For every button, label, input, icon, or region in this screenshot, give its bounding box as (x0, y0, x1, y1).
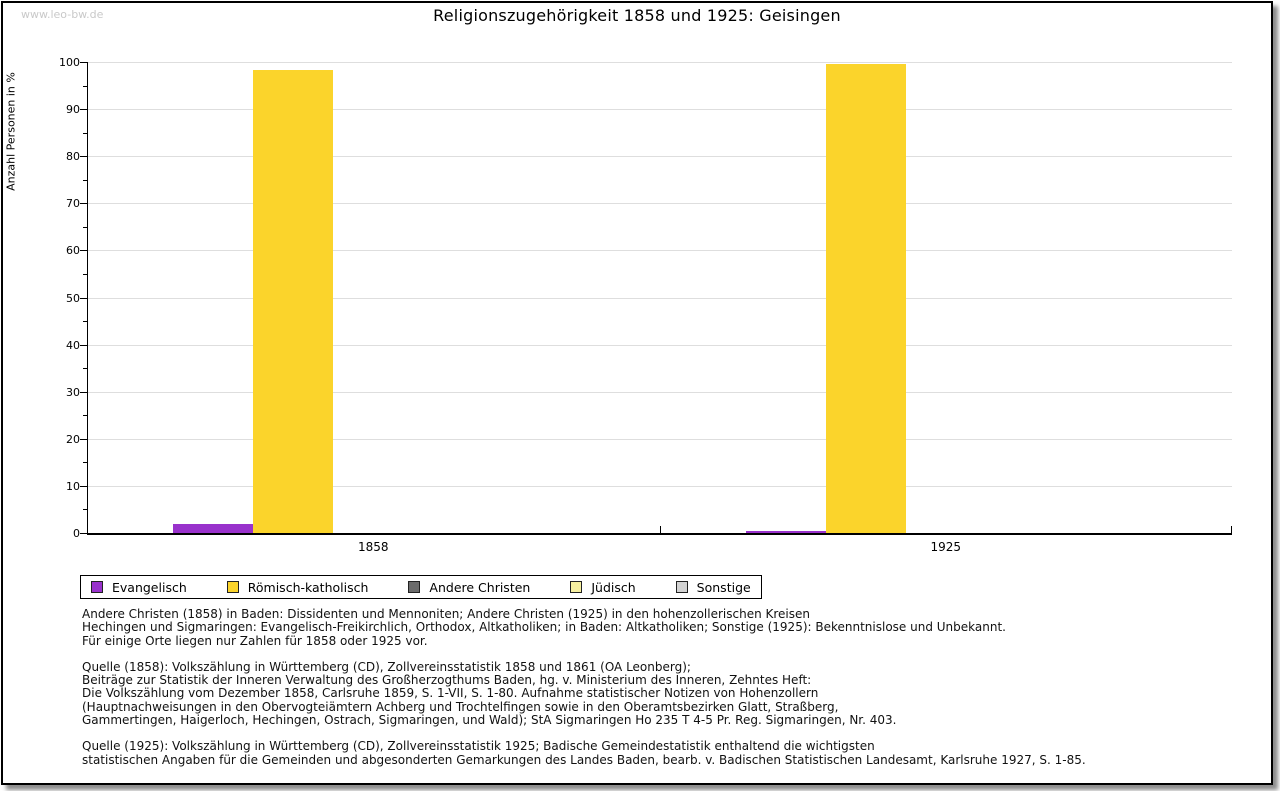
legend-label: Andere Christen (429, 579, 531, 595)
footnote-line: Die Volkszählung vom Dezember 1858, Carlsruhe 1859, S. 1-VII, S. 1-80. Aufnahme statistischer Notizen von Hohenzollern (82, 686, 819, 701)
legend-item-Andere Christen (408, 580, 530, 595)
y-tick-label: 0 (73, 527, 80, 540)
bar-1858-Evangelisch (173, 524, 253, 533)
x-category-label: 1925 (930, 540, 962, 554)
footnote-paragraph (82, 740, 1086, 767)
y-tick-label: 30 (66, 385, 80, 399)
y-axis-label: Anzahl Personen in % (4, 72, 18, 191)
footnote-paragraph (82, 608, 1086, 648)
y-tick-label: 10 (66, 479, 80, 493)
bar-1858-Römisch-katholisch (253, 70, 333, 533)
y-tick-label: 90 (66, 103, 80, 117)
legend-swatch (408, 581, 420, 593)
y-tick-label: 20 (66, 432, 80, 446)
chart-title: Religionszugehörigkeit 1858 und 1925: Geisingen (433, 6, 841, 25)
y-tick-label: 70 (66, 197, 80, 211)
legend-swatch (676, 581, 688, 593)
legend-label: Jüdisch (591, 579, 636, 595)
y-minor-tick (83, 86, 87, 87)
y-major-tick (80, 250, 87, 251)
footnote-line: Andere Christen (1858) in Baden: Dissidenten und Mennoniten; Andere Christen (1925) in den hohenzollerischen Kreisen (82, 607, 810, 621)
legend-item-Sonstige (676, 580, 751, 595)
footnote-line: Quelle (1925): Volkszählung in Württemberg (CD), Zollvereinsstatistik 1925; Badische Gemeindestatistik enthaltend die wichtigsten (82, 739, 875, 754)
x-category-label: 1858 (357, 540, 389, 554)
legend-swatch (91, 581, 103, 593)
x-axis-line (87, 533, 1232, 535)
gridline (88, 62, 1232, 63)
y-major-tick (80, 392, 87, 393)
legend-item-Jüdisch (570, 580, 635, 595)
legend (80, 575, 762, 599)
footnote-line: Hechingen und Sigmaringen: Evangelisch-Freikirchlich, Orthodox, Altkatholiken; in Baden: Altkatholiken; Sonstige (1925): Bekenntnislose und Unbekannt. (82, 620, 1006, 635)
footnotes (82, 608, 1086, 780)
legend-swatch (227, 581, 239, 593)
legend-item-Evangelisch (91, 580, 187, 595)
y-minor-tick (83, 415, 87, 416)
bar-1925-Evangelisch (746, 531, 826, 533)
legend-label: Sonstige (696, 579, 751, 595)
site-watermark: www.leo-bw.de (21, 8, 104, 21)
footnote-line: Gammertingen, Haigerloch, Hechingen, Ostrach, Sigmaringen, und Wald); StA Sigmaringen Ho 235 T 4-5 Pr. Reg. Sigmaringen, Nr. 403. (82, 713, 897, 728)
y-major-tick (80, 298, 87, 299)
footnote-line: Beiträge zur Statistik der Inneren Verwaltung des Großherzogthums Baden, hg. v. Ministerium des Inneren, Zehntes Heft: (82, 673, 812, 688)
footnote-line: (Hauptnachweisungen in den Obervogteiämtern Achberg und Trochtelfingen sowie in den Oberamtsbezirken Glatt, Straßberg, (82, 699, 839, 714)
legend-item-Römisch-katholisch (227, 580, 369, 595)
y-major-tick (80, 62, 87, 63)
legend-label: Römisch-katholisch (247, 579, 369, 595)
legend-swatch (570, 581, 582, 593)
x-boundary-tick (1231, 526, 1232, 533)
y-tick-label: 40 (66, 338, 80, 352)
y-tick-label: 100 (59, 56, 80, 69)
chart-frame (1, 1, 1273, 785)
x-boundary-tick (660, 526, 661, 533)
y-minor-tick (83, 368, 87, 369)
legend-label: Evangelisch (112, 579, 187, 595)
y-minor-tick (83, 462, 87, 463)
plot-area (59, 56, 1232, 540)
y-major-tick (80, 156, 87, 157)
y-tick-label: 60 (66, 244, 80, 258)
y-major-tick (80, 486, 87, 487)
footnote-line: Für einige Orte liegen nur Zahlen für 1858 oder 1925 vor. (82, 633, 428, 648)
y-minor-tick (83, 274, 87, 275)
y-minor-tick (83, 509, 87, 510)
y-tick-label: 50 (66, 291, 80, 305)
y-tick-label: 80 (66, 150, 80, 164)
bar-1925-Römisch-katholisch (826, 64, 906, 533)
y-minor-tick (83, 227, 87, 228)
footnote-line: statistischen Angaben für die Gemeinden und abgesonderten Gemarkungen des Landes Baden, bearb. v. Badischen Statistischen Landesamt, Karlsruhe 1927, S. 1-85. (82, 752, 1086, 767)
y-major-tick (80, 203, 87, 204)
y-major-tick (80, 345, 87, 346)
y-major-tick (80, 439, 87, 440)
y-minor-tick (83, 321, 87, 322)
y-major-tick (80, 109, 87, 110)
y-minor-tick (83, 133, 87, 134)
footnote-paragraph (82, 661, 1086, 727)
y-major-tick (80, 533, 87, 534)
footnote-line: Quelle (1858): Volkszählung in Württemberg (CD), Zollvereinsstatistik 1858 und 1861 (OA Leonberg); (82, 659, 691, 674)
y-minor-tick (83, 180, 87, 181)
